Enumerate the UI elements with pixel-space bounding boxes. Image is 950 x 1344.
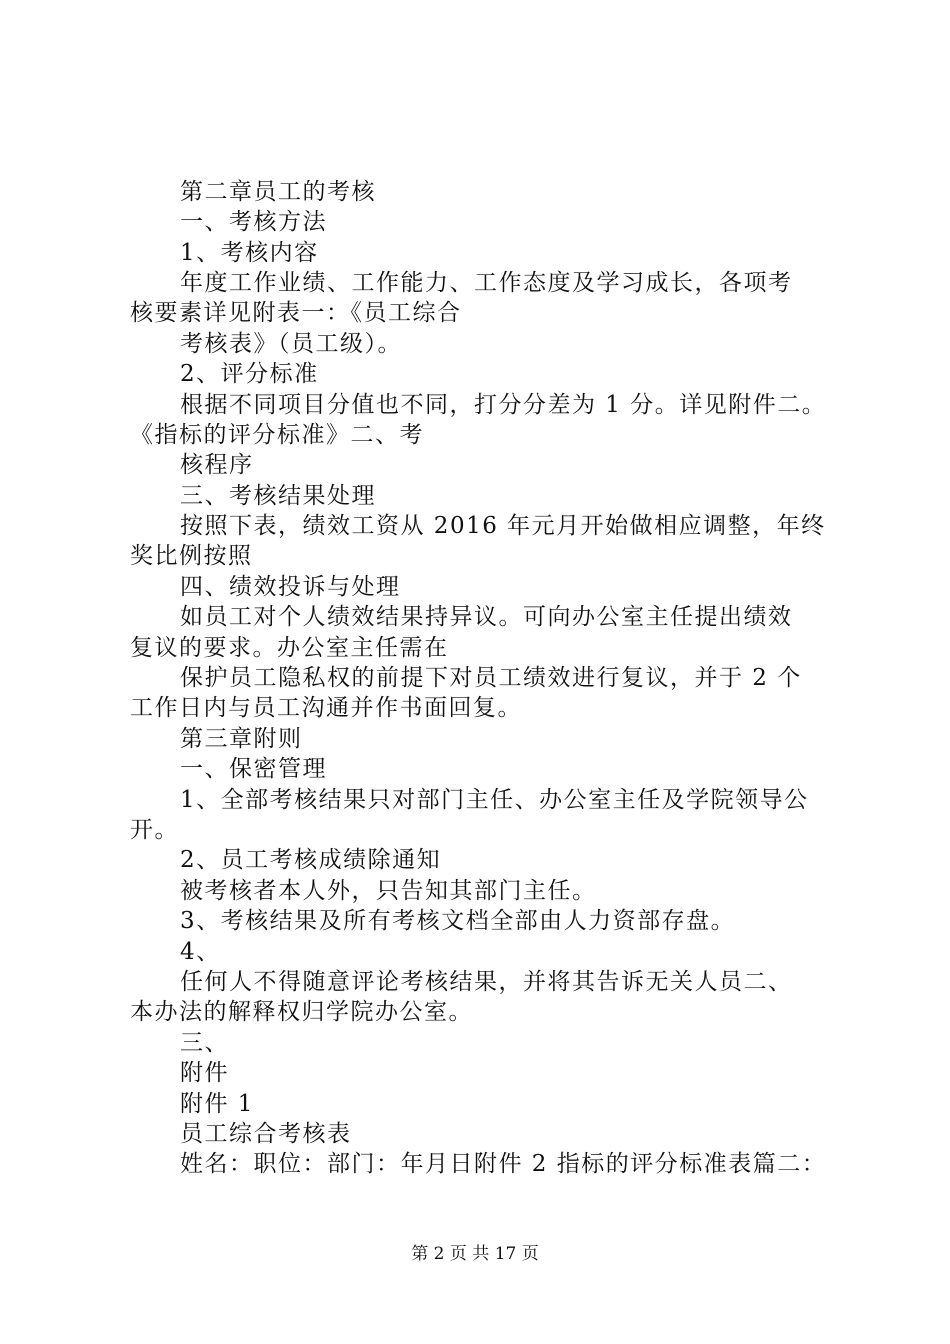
paragraph-line: 根据不同项目分值也不同，打分分差为 1 分。详见附件二。: [180, 392, 827, 418]
paragraph-line: 工作日内与员工沟通并作书面回复。: [130, 695, 522, 721]
paragraph-line: 姓名：职位：部门：年月日附件 2 指标的评分标准表篇二：: [180, 1151, 827, 1177]
paragraph-line: 开。: [130, 817, 179, 843]
paragraph-line: 1、全部考核结果只对部门主任、办公室主任及学院领导公: [180, 787, 809, 813]
subsection-heading: 1、考核内容: [180, 240, 319, 266]
paragraph-line: 附件 1: [180, 1091, 254, 1117]
paragraph-line: 核要素详见附表一：《员工综合: [130, 300, 462, 326]
paragraph-line: 3、考核结果及所有考核文档全部由人力资部存盘。: [180, 908, 736, 934]
paragraph-line: 保护员工隐私权的前提下对员工绩效进行复议，并于 2 个: [180, 665, 802, 691]
page-footer: 第 2 页 共 17 页: [411, 1244, 539, 1264]
section-heading: 四、绩效投诉与处理: [180, 574, 401, 600]
section-heading: 一、保密管理: [180, 756, 327, 782]
paragraph-line: 《指标的评分标准》二、考: [130, 422, 424, 448]
section-heading: 一、考核方法: [180, 209, 327, 235]
paragraph-line: 2、员工考核成绩除通知: [180, 847, 442, 873]
section-heading: 三、考核结果处理: [180, 483, 376, 509]
paragraph-line: 附件: [180, 1060, 229, 1086]
paragraph-line: 年度工作业绩、工作能力、工作态度及学习成长，各项考: [180, 270, 793, 296]
paragraph-line: 被考核者本人外，只告知其部门主任。: [180, 878, 597, 904]
chapter-heading: 第二章员工的考核: [180, 179, 376, 205]
paragraph-line: 核程序: [180, 452, 254, 478]
paragraph-line: 本办法的解释权归学院办公室。: [130, 999, 473, 1025]
paragraph-line: 任何人不得随意评论考核结果，并将其告诉无关人员二、: [180, 969, 793, 995]
paragraph-line: 如员工对个人绩效结果持异议。可向办公室主任提出绩效: [180, 604, 793, 630]
paragraph-line: 奖比例按照: [130, 543, 253, 569]
paragraph-line: 三、: [180, 1030, 229, 1056]
subsection-heading: 2、评分标准: [180, 361, 319, 387]
paragraph-line: 4、: [180, 939, 221, 965]
chapter-heading: 第三章附则: [180, 726, 303, 752]
paragraph-line: 考核表》（员工级）。: [180, 331, 402, 357]
paragraph-line: 复议的要求。办公室主任需在: [130, 635, 449, 661]
paragraph-line: 员工综合考核表: [180, 1121, 352, 1147]
paragraph-line: 按照下表，绩效工资从 2016 年元月开始做相应调整，年终: [180, 513, 826, 539]
